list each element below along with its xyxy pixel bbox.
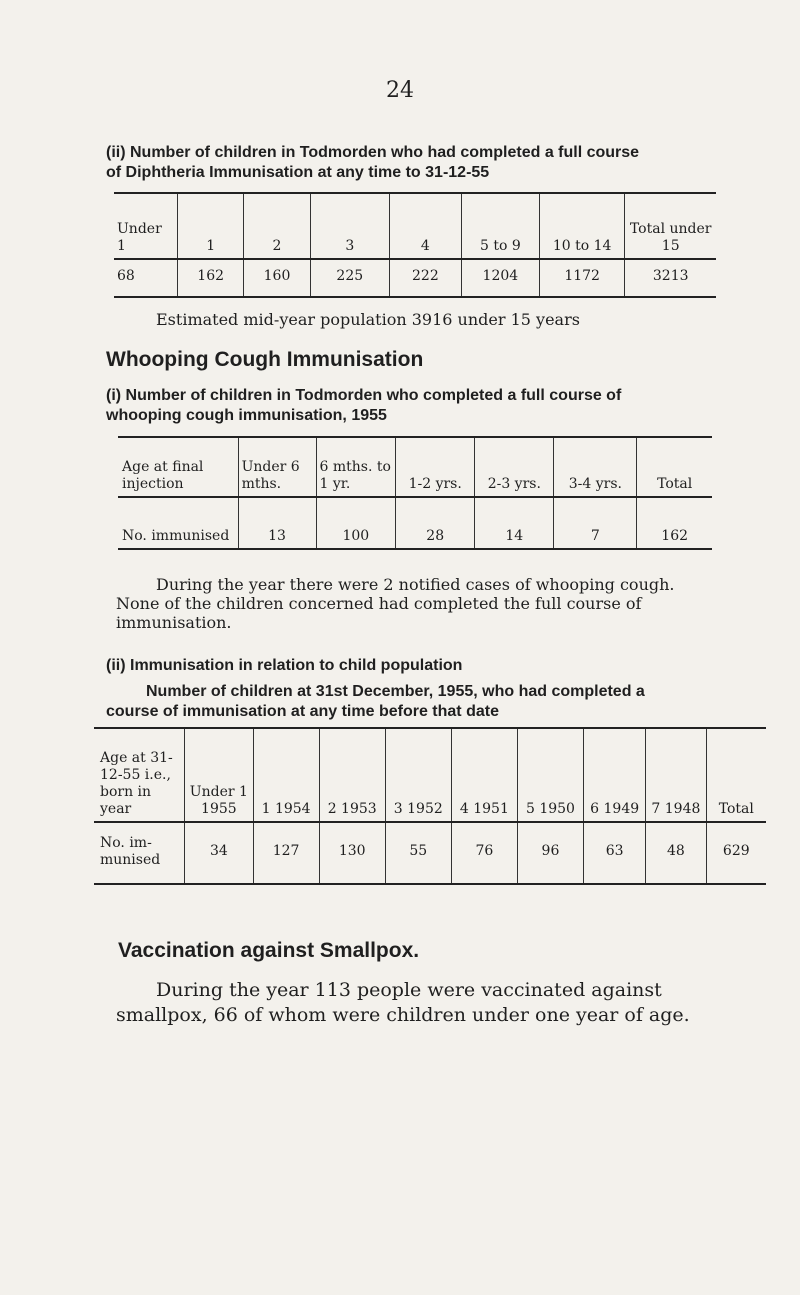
whooping-paragraph-line2: None of the children concerned had completed the full course of bbox=[116, 594, 642, 613]
whooping-value-cell: 162 bbox=[637, 497, 712, 549]
whooping-header-cell: 1-2 yrs. bbox=[396, 437, 475, 497]
population-heading: (ii) Immunisation in relation to child population bbox=[106, 657, 463, 674]
whooping-paragraph-line3: immunisation. bbox=[116, 613, 232, 632]
diphtheria-header-cell: 5 to 9 bbox=[461, 193, 539, 259]
diphtheria-value-cell: 162 bbox=[178, 259, 244, 297]
whooping-header-cell: 3-4 yrs. bbox=[554, 437, 637, 497]
diphtheria-value-cell: 1172 bbox=[539, 259, 625, 297]
smallpox-paragraph-line1: During the year 113 people were vaccinated against bbox=[156, 979, 662, 1001]
diphtheria-header-cell: Under 1 bbox=[114, 193, 178, 259]
diphtheria-value-row bbox=[114, 259, 716, 297]
population-header-cell: 5 1950 bbox=[517, 728, 583, 822]
diphtheria-header-row bbox=[114, 193, 716, 259]
diphtheria-header-cell: 1 bbox=[178, 193, 244, 259]
population-header-cell: 1 1954 bbox=[253, 728, 319, 822]
population-estimate-note: Estimated mid-year population 3916 under 15 years bbox=[156, 310, 580, 329]
diphtheria-value-cell: 225 bbox=[310, 259, 389, 297]
population-value-cell: 55 bbox=[385, 822, 451, 884]
whooping-paragraph-line1: During the year there were 2 notified cases of whooping cough. bbox=[156, 575, 675, 594]
smallpox-title: Vaccination against Smallpox. bbox=[118, 939, 420, 962]
population-header-cell: 4 1951 bbox=[451, 728, 517, 822]
smallpox-paragraph bbox=[116, 978, 796, 1028]
diphtheria-header-cell: 2 bbox=[244, 193, 310, 259]
population-value-cell: 96 bbox=[517, 822, 583, 884]
diphtheria-header-cell: 4 bbox=[389, 193, 461, 259]
whooping-header-cell: Age at final injection bbox=[118, 437, 238, 497]
population-subheading bbox=[106, 682, 796, 722]
population-value-cell: 130 bbox=[319, 822, 385, 884]
population-header-cell: Age at 31-12-55 i.e., born in year bbox=[94, 728, 185, 822]
whooping-value-row bbox=[118, 497, 712, 549]
population-value-cell: 127 bbox=[253, 822, 319, 884]
population-value-cell: 629 bbox=[706, 822, 766, 884]
diphtheria-value-cell: 222 bbox=[389, 259, 461, 297]
whooping-header-cell: 6 mths. to 1 yr. bbox=[316, 437, 396, 497]
population-header-row bbox=[94, 728, 766, 822]
population-header-cell: 2 1953 bbox=[319, 728, 385, 822]
population-value-cell: 34 bbox=[185, 822, 253, 884]
population-value-row bbox=[94, 822, 766, 884]
diphtheria-heading-line1: (ii) Number of children in Todmorden who had completed a full course bbox=[106, 144, 640, 161]
whooping-value-cell: 28 bbox=[396, 497, 475, 549]
population-header-cell: 3 1952 bbox=[385, 728, 451, 822]
whooping-header-row bbox=[118, 437, 712, 497]
whooping-paragraph bbox=[116, 575, 766, 632]
population-value-cell: 76 bbox=[451, 822, 517, 884]
whooping-subheading-line2: whooping cough immunisation, 1955 bbox=[106, 407, 387, 424]
population-subheading-line2: course of immunisation at any time before that date bbox=[106, 703, 499, 720]
population-value-cell: 48 bbox=[646, 822, 706, 884]
whooping-subheading-line1: (i) Number of children in Todmorden who completed a full course of bbox=[106, 387, 622, 404]
diphtheria-value-cell: 3213 bbox=[625, 259, 716, 297]
whooping-header-cell: Under 6 mths. bbox=[238, 437, 316, 497]
whooping-value-cell: 7 bbox=[554, 497, 637, 549]
diphtheria-value-cell: 160 bbox=[244, 259, 310, 297]
diphtheria-header-cell: 3 bbox=[310, 193, 389, 259]
whooping-subheading bbox=[106, 386, 796, 426]
population-header-cell: Total bbox=[706, 728, 766, 822]
population-subheading-line1: Number of children at 31st December, 1955, who had completed a bbox=[146, 683, 645, 700]
whooping-header-cell: 2-3 yrs. bbox=[475, 437, 554, 497]
page-number: 24 bbox=[386, 78, 414, 103]
population-value-cell: No. im- munised bbox=[100, 834, 161, 868]
whooping-table bbox=[118, 436, 712, 550]
population-value-cell: 63 bbox=[584, 822, 646, 884]
population-header-cell: Under 1 1955 bbox=[185, 728, 253, 822]
population-table bbox=[94, 727, 766, 885]
population-header-cell: 6 1949 bbox=[584, 728, 646, 822]
whooping-title: Whooping Cough Immunisation bbox=[106, 348, 424, 371]
diphtheria-value-cell: 68 bbox=[117, 268, 135, 284]
diphtheria-heading bbox=[106, 143, 796, 183]
whooping-value-cell: No. immunised bbox=[122, 528, 230, 544]
whooping-value-cell: 100 bbox=[316, 497, 396, 549]
smallpox-paragraph-line2: smallpox, 66 of whom were children under one year of age. bbox=[116, 1004, 690, 1026]
diphtheria-value-cell: 1204 bbox=[461, 259, 539, 297]
whooping-header-cell: Total bbox=[637, 437, 712, 497]
whooping-value-cell: 14 bbox=[475, 497, 554, 549]
diphtheria-table bbox=[114, 192, 716, 298]
population-header-cell: 7 1948 bbox=[646, 728, 706, 822]
diphtheria-heading-line2: of Diphtheria Immunisation at any time to 31-12-55 bbox=[106, 164, 490, 181]
diphtheria-header-cell: 10 to 14 bbox=[539, 193, 625, 259]
diphtheria-header-cell: Total under 15 bbox=[625, 193, 716, 259]
whooping-value-cell: 13 bbox=[238, 497, 316, 549]
